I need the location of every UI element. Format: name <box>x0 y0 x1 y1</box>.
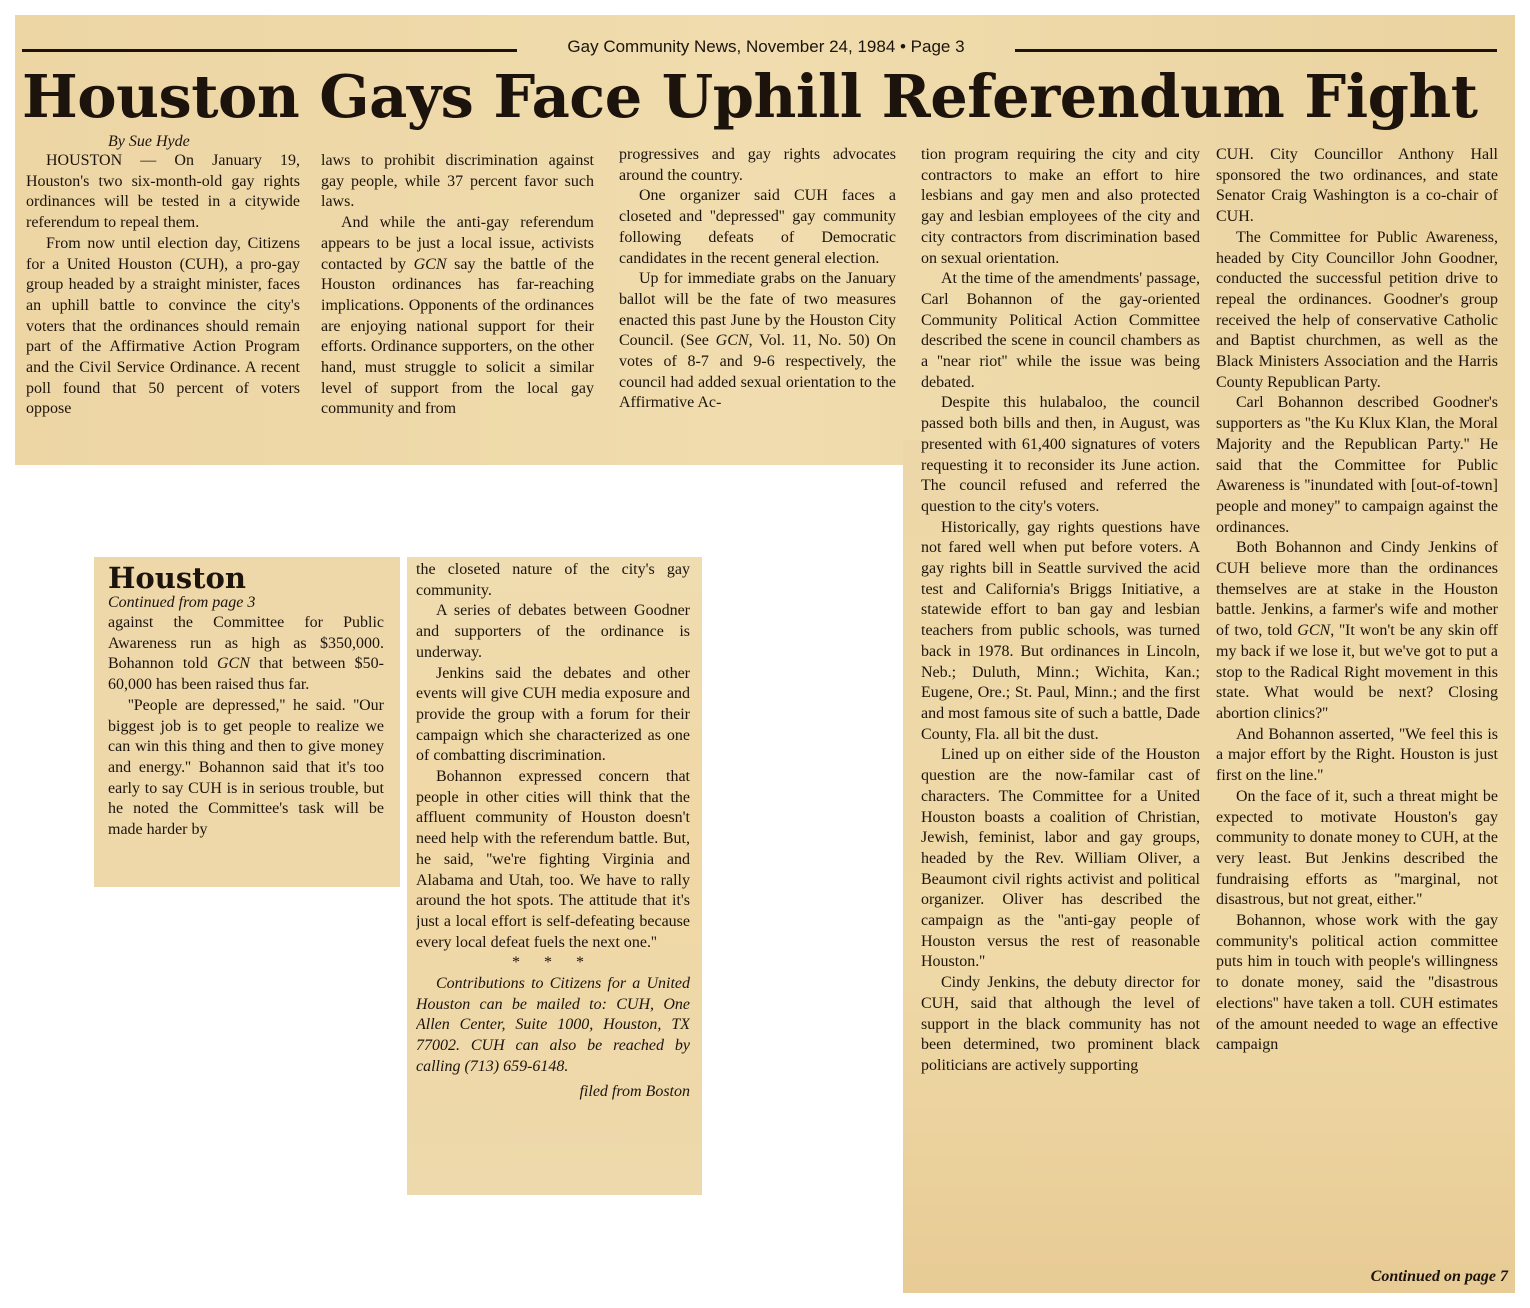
paragraph: Carl Bohannon described Goodner's supporters as ''the Ku Klux Klan, the Moral Majority and the Republican Party.'' He said that the Committee for Public Awareness is ''inundated with [out-of-town] people and money'' to campaign against the ordinances. <box>1216 394 1498 536</box>
paragraph: CUH. City Councillor Anthony Hall sponsored the two ordinances, and state Senator Craig Washington is a co-chair of CUH. <box>1216 146 1498 226</box>
paragraph: One organizer said CUH faces a closeted and ''depressed'' gay community following defeats of Democratic candidates in the recent general election. <box>619 187 896 267</box>
paragraph: At the time of the amendments' passage, Carl Bohannon of the gay-oriented Community Political Action Committee described the scene in council chambers as a ''near riot'' while the issue was being debated. <box>921 270 1200 391</box>
article-column-1 <box>26 151 300 463</box>
section-break: * * * <box>512 954 594 972</box>
paragraph: Cindy Jenkins, the debuty director for CUH, said that although the level of support in the black community has not been determined, two prominent black politicians are actively supporting <box>921 974 1200 1074</box>
article-column-2 <box>321 151 594 463</box>
text-run: , ''It won't be any skin off my back if we lose it, but we've got to put a stop to the Radical Right movement in this state. What would be next? Closing abortion clinics?'' <box>1216 622 1498 722</box>
folio-line: Gay Community News, November 24, 1984 • Page 3 <box>567 37 965 56</box>
paragraph: Lined up on either side of the Houston question are the now-familar cast of characters. The Committee for a United Houston boasts a coalition of Christian, Jewish, feminist, labor and gay groups, headed by the Rev. William Oliver, a Beaumont civil rights activist and political organizer. Oliver has described the campaign as the ''anti-gay people of Houston versus the rest of reasonable Houston.'' <box>921 746 1200 971</box>
paragraph: ''People are depressed,'' he said. ''Our biggest job is to get people to realize we can win this thing and then to give money and energy.'' Bohannon said that it's too early to say CUH is in serious trouble, but he noted the Committee's task will be made harder by <box>108 696 384 839</box>
paragraph: And Bohannon asserted, ''We feel this is a major effort by the Right. Houston is just first on the line.'' <box>1216 725 1498 785</box>
paragraph <box>108 613 384 696</box>
jump-headline: Houston <box>108 561 246 595</box>
paragraph: On the face of it, such a threat might be expected to motivate Houston's gay community to donate money to CUH, at the very least. But Jenkins described the fundraising efforts as ''marginal, not disastrous, but not great, either.'' <box>1216 787 1498 909</box>
jump-column-2 <box>416 560 690 1185</box>
publication-name: GCN <box>715 332 749 350</box>
paragraph: progressives and gay rights advocates around the country. <box>619 146 896 184</box>
paragraph: A series of debates between Goodner and supporters of the ordinance is underway. <box>416 602 690 661</box>
masthead-rule-left <box>22 49 517 52</box>
continued-on-note: Continued on page 7 <box>1370 1268 1508 1285</box>
text-run: And while the anti-gay referendum appears to be just a local issue, activists contacted by <box>321 214 594 273</box>
paragraph: Historically, gay rights questions have not fared well when put before voters. A gay rights bill in Seattle survived the acid test and California's Briggs Initiative, a statewide effort to ban gay and lesbian teachers from public schools, was turned back in 1978. But ordinances in Lincoln, Neb.; Duluth, Minn.; Wichita, Kan.; Eugene, Ore.; St. Paul, Minn.; and the first and most famous site of such a battle, Dade County, Fla. all bit the dust. <box>921 518 1200 743</box>
masthead <box>22 37 1497 59</box>
jump-column-1 <box>108 613 384 883</box>
paragraph: Bohannon expressed concern that people in other cities will think that the affluent community of Houston doesn't need help with the referendum battle. But, he said, ''we're fighting Virginia and Alabama and Utah, too. We have to rally around the hot spots. The attitude that it's just a local effort is self-defeating because every local defeat fuels the next one.'' <box>416 768 690 951</box>
byline: By Sue Hyde <box>108 133 190 150</box>
paragraph <box>1216 538 1498 724</box>
masthead-rule-right <box>1015 49 1497 52</box>
paragraph: the closeted nature of the city's gay community. <box>416 561 690 599</box>
publication-name: GCN <box>413 255 447 273</box>
paragraph <box>619 269 896 414</box>
headline: Houston Gays Face Uphill Referendum Fight <box>22 62 1478 131</box>
text-run: Up for immediate grabs on the January ballot will be the fate of two measures enacted this past June by the Houston City Council. (See <box>619 270 896 350</box>
text-run: say the battle of the Houston ordinances has far-reaching implications. Opponents of the ordinances are enjoying national support for their efforts. Ordinance supporters, on the other hand, must struggle to solicit a similar level of support from the local gay community and from <box>321 255 594 418</box>
text-run: that between $50-60,000 has been raised thus far. <box>108 655 384 694</box>
contribution-note: Contributions to Citizens for a United Houston can be mailed to: CUH, One Allen Center, Suite 1000, Houston, TX 77002. CUH can also be reached by calling (713) 659-6148. <box>416 975 690 1075</box>
article-column-5 <box>1216 145 1498 1271</box>
paragraph: The Committee for Public Awareness, headed by City Councillor John Goodner, conducted the successful petition drive to repeal the ordinances. Goodner's group received the help of conservative Catholic and Baptist churchmen, as well as the Black Ministers Association and the Harris County Republican Party. <box>1216 228 1498 391</box>
publication-name: GCN <box>1297 622 1331 640</box>
paragraph: tion program requiring the city and city contractors to make an effort to hire lesbians and gay men and also protected gay and lesbian employees of the city and city contractors from discrimination based on sexual orientation. <box>921 146 1200 267</box>
paragraph: Jenkins said the debates and other events will give CUH media exposure and provide the group with a forum for their campaign which she characterized as one of combatting discrimination. <box>416 664 690 765</box>
text-run: Both Bohannon and Cindy Jenkins of CUH believe more than the ordinances themselves are at stake in the Houston battle. Jenkins, a farmer's wife and mother of two, told <box>1216 539 1498 640</box>
filed-from-note: filed from Boston <box>579 1082 690 1100</box>
article-column-3 <box>619 145 896 463</box>
publication-name: GCN <box>216 655 250 673</box>
paragraph: From now until election day, Citizens for a United Houston (CUH), a pro-gay group headed by a straight minister, faces an uphill battle to convince the city's voters that the ordinances should remain part of the Affirmative Action Program and the Civil Service Ordinance. A recent poll found that 50 percent of voters oppose <box>26 234 300 418</box>
paragraph <box>321 213 594 420</box>
paragraph: HOUSTON — On January 19, Houston's two six-month-old gay rights ordinances will be tested in a citywide referendum to repeal them. <box>26 152 300 232</box>
paragraph: Bohannon, whose work with the gay community's political action committee puts him in touch with people's willingness to donate money, said the ''disastrous elections'' have taken a toll. CUH estimates of the amount needed to wage an effective campaign <box>1216 912 1498 1054</box>
paragraph: laws to prohibit discrimination against gay people, while 37 percent favor such laws. <box>321 152 594 211</box>
text-run: against the Committee for Public Awareness run as high as $350,000. Bohannon told <box>108 614 384 673</box>
article-column-4 <box>921 145 1200 1291</box>
text-run: , Vol. 11, No. 50) On votes of 8-7 and 9-6 respectively, the council had added sexual orientation to the Affirmative Ac- <box>619 332 896 412</box>
continued-from-note: Continued from page 3 <box>108 594 256 611</box>
paragraph: Despite this hulabaloo, the council passed both bills and then, in August, was presented with 61,400 signatures of voters requesting it to reconsider its June action. The council refused and referred the question to the city's voters. <box>921 394 1200 515</box>
